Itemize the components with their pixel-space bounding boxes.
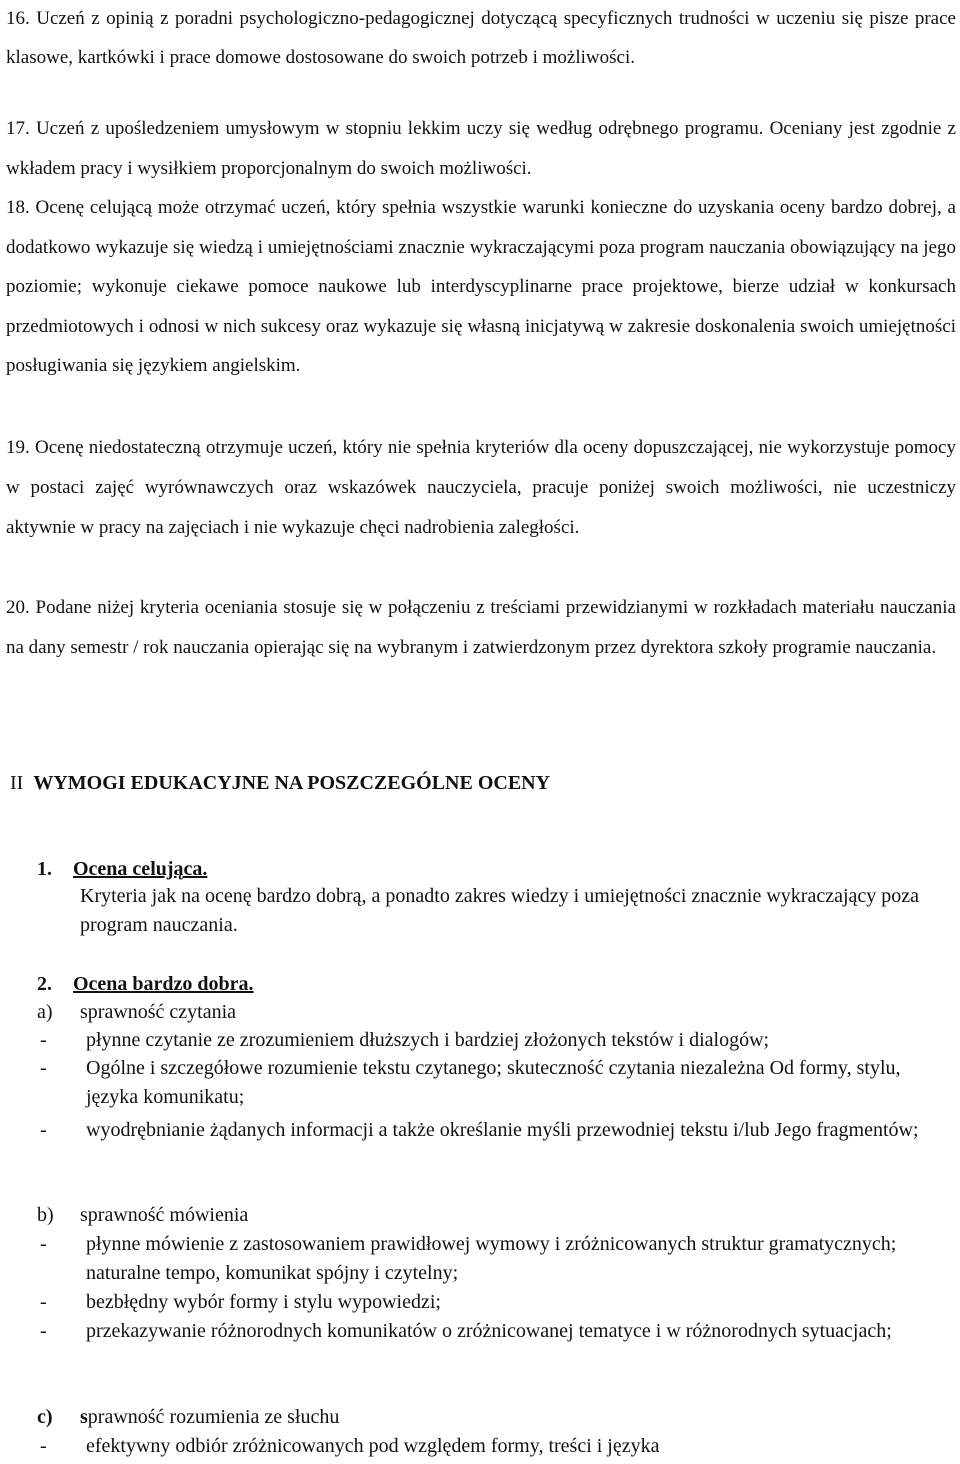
section-title (10, 768, 550, 798)
subsection-listening (37, 1403, 339, 1431)
list-item-text: wyodrębnianie żądanych informacji a także określanie myśli przewodniej tekstu i/lub Jego fragmentów; (86, 1119, 919, 1141)
paragraph-20: 20. Podane niżej kryteria oceniania stosuje się w połączeniu z treściami przewidzianymi w rozkładach materiału nauczania na dany semestr / rok nauczania opierając się na wybranym i zatwierdzonym przez dyrektora szkoły programie nauczania. (6, 597, 956, 659)
grade-number: 1. (37, 858, 52, 880)
subsection-speaking (37, 1201, 248, 1229)
grade-title: Ocena bardzo dobra. (73, 973, 254, 995)
list-item (40, 1026, 955, 1055)
list-item-text: efektywny odbiór zróżnicowanych pod względem formy, treści i języka (86, 1435, 660, 1457)
list-item (40, 1116, 955, 1145)
paragraph-17: 17. Uczeń z upośledzeniem umysłowym w stopniu lekkim uczy się według odrębnego programu. Oceniany jest zgodnie z wkładem pracy i wysiłkiem proporcjonalnym do swoich możliwości. (6, 118, 956, 179)
list-dash: - (40, 1320, 47, 1342)
list-dash: - (40, 1233, 47, 1255)
list-dash: - (40, 1435, 47, 1457)
list-item-text: Ogólne i szczegółowe rozumienie tekstu czytanego; skuteczność czytania niezależna Od formy, stylu, języka komunikatu; (86, 1057, 901, 1108)
subsection-title: prawność rozumienia ze słuchu (87, 1406, 340, 1428)
grade-heading-celujaca (37, 855, 207, 883)
grade-description: Kryteria jak na ocenę bardzo dobrą, a ponadto zakres wiedzy i umiejętności znacznie wykraczający poza program nauczania. (80, 885, 920, 936)
list-item (40, 1054, 955, 1111)
list-item (40, 1432, 955, 1461)
list-dash: - (40, 1119, 47, 1141)
section-roman-numeral: II (10, 772, 24, 794)
list-item (40, 1230, 955, 1287)
grade-number: 2. (37, 973, 52, 995)
paragraph-18: 18. Ocenę celującą może otrzymać uczeń, który spełnia wszystkie warunki konieczne do uzyskania oceny bardzo dobrej, a dodatkowo wykazuje się wiedzą i umiejętnościami znacznie wykraczającymi poza program nauczania obowiązujący na jego poziomie; wykonuje ciekawe pomoce naukowe lub interdyscyplinarne prace projektowe, bierze udział w konkursach przedmiotowych i odnosi w nich sukcesy oraz wykazuje się własną inicjatywą w zakresie doskonalenia swoich umiejętności posługiwania się językiem angielskim. (6, 197, 956, 377)
list-dash: - (40, 1029, 47, 1051)
list-item-text: płynne czytanie ze zrozumieniem dłuższych i bardziej złożonych tekstów i dialogów; (86, 1029, 770, 1051)
subsection-reading (37, 998, 236, 1026)
paragraph-19: 19. Ocenę niedostateczną otrzymuje uczeń, który nie spełnia kryteriów dla oceny dopuszczającej, nie wykorzystuje pomocy w postaci zajęć wyrównawczych oraz wskazówek nauczyciela, pracuje poniżej swoich możliwości, nie uczestniczy aktywnie w pracy na zajęciach i nie wykazuje chęci nadrobienia zaległości. (6, 437, 956, 539)
subsection-title: sprawność mówienia (80, 1204, 249, 1226)
list-item-text: przekazywanie różnorodnych komunikatów o zróżnicowanej tematyce i w różnorodnych sytuacjach; (86, 1320, 892, 1342)
list-dash: - (40, 1291, 47, 1313)
list-item (40, 1317, 955, 1346)
list-item-text: bezbłędny wybór formy i stylu wypowiedzi; (86, 1291, 441, 1313)
list-item (40, 1288, 955, 1317)
list-item-text: płynne mówienie z zastosowaniem prawidłowej wymowy i zróżnicowanych struktur gramatycznych; naturalne tempo, komunikat spójny i czytelny; (86, 1233, 897, 1284)
subsection-title-first-letter: s (80, 1406, 88, 1428)
paragraph-16: 16. Uczeń z opinią z poradni psychologiczno-pedagogicznej dotyczącą specyficznych trudności w uczeniu się pisze prace klasowe, kartkówki i prace domowe dostosowane do swoich potrzeb i możliwości. (6, 8, 956, 69)
list-dash: - (40, 1057, 47, 1079)
grade-heading-bardzo-dobra (37, 970, 254, 998)
grade-title: Ocena celująca. (73, 858, 208, 880)
section-title-text: WYMOGI EDUKACYJNE NA POSZCZEGÓLNE OCENY (33, 772, 551, 794)
subsection-mark: b) (37, 1204, 54, 1226)
subsection-mark: a) (37, 1001, 53, 1023)
subsection-mark: c) (37, 1406, 53, 1428)
subsection-title: sprawność czytania (80, 1001, 237, 1023)
